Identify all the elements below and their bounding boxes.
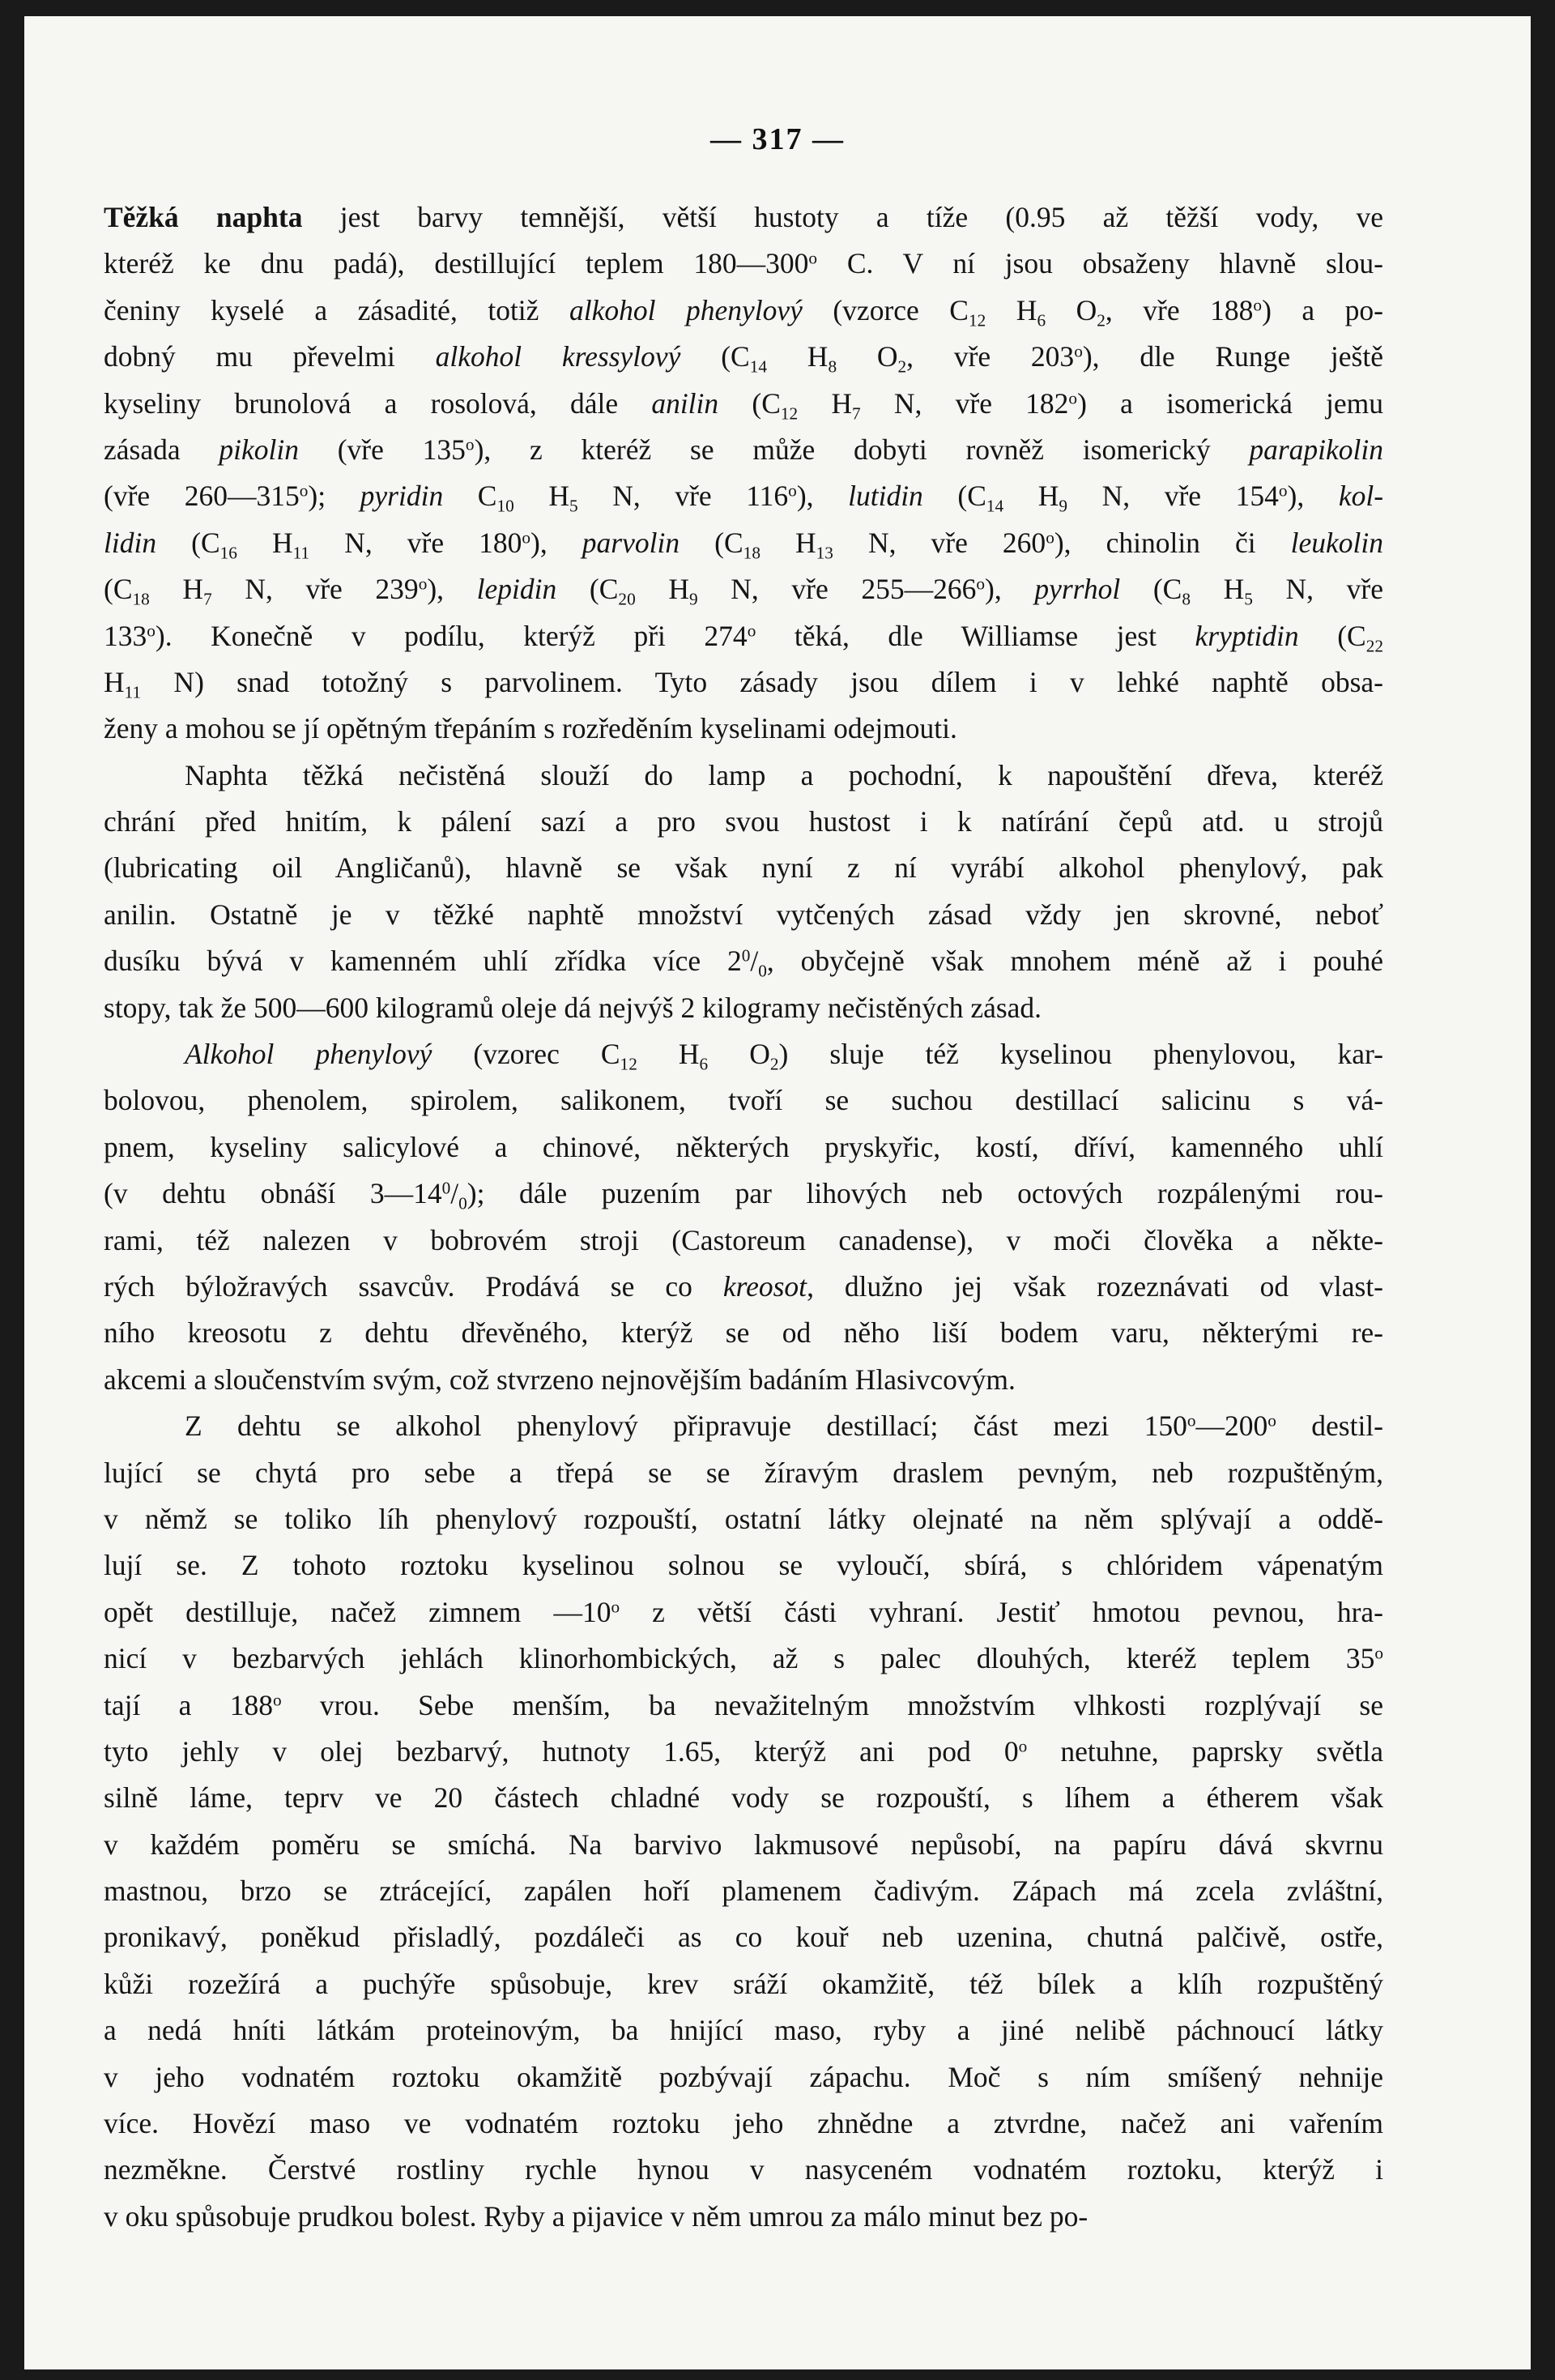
text-line: akcemi a sloučenstvím svým, což stvrzeno nejnovějším badáním Hlasivcovým.: [104, 1363, 1016, 1396]
text-line: v každém poměru se smíchá. Na barvivo lakmusové nepůsobí, na papíru dává skvrnu: [104, 1828, 1383, 1861]
text-line: v oku spůsobuje prudkou bolest. Ryby a pijavice v něm umrou za málo minut bez po-: [104, 2199, 1088, 2233]
page-number: — 317 —: [710, 122, 845, 156]
text-line: Alkohol phenylový (vzorec $C_{12}$ $H_6$ $O_2$) sluje též kyselinou phenylovou, kar-: [185, 1038, 1383, 1074]
text-line: Z dehtu se alkohol phenylový připravuje destillací; část mezi 150$^o$—200$^o$ destil-: [185, 1410, 1383, 1443]
paragraph-phenyl-alcohol: [104, 1031, 1383, 1403]
text-line: 133$^o$). Konečně v podílu, kterýž při 274$^o$ těká, dle Williamse jest kryptidin ($C_{22}$: [104, 619, 1383, 655]
text-line: v němž se toliko líh phenylový rozpouští, ostatní látky olejnaté na něm splývají a oddě-: [104, 1502, 1383, 1535]
text-line: pronikavý, poněkud přisladlý, pozdáleči as co kouř neb uzenina, chutná palčivě, ostře,: [104, 1921, 1383, 1954]
text-line: dobný mu převelmi alkohol kressylový ($C_{14}$ $H_8$ $O_2$, vře 203$^o$), dle Runge ještě: [104, 340, 1383, 377]
text-line: kyseliny brunolová a rosolová, dále anilin ($C_{12}$ $H_7$ N, vře 182$^o$) a isomerická jemu: [104, 386, 1384, 424]
text-line: rých býložravých ssavcův. Prodává se co kreosot, dlužno jej však rozeznávati od vlast-: [104, 1269, 1384, 1303]
paragraph-uses: [104, 753, 1383, 1031]
paragraph-heavy-naphtha: [104, 194, 1383, 753]
text-line: bolovou, phenolem, spirolem, salikonem, tvoří se suchou destillací salicinu s vá-: [104, 1084, 1383, 1117]
text-line: ního kreosotu z dehtu dřevěného, kterýž se od něho liší bodem varu, některými re-: [104, 1316, 1383, 1350]
book-page: [24, 16, 1531, 2369]
text-line: ($C_{18}$ $H_7$ N, vře 239$^o$), lepidin ($C_{20}$ $H_9$ N, vře 255—266$^o$), pyrrhol ($C_8$ $H_5$ N, vře: [104, 573, 1384, 609]
text-line: Naphta těžká nečistěná slouží do lamp a pochodní, k napouštění dřeva, kteréž: [185, 758, 1383, 791]
text-line: (lubricating oil Angličanů), hlavně se však nyní z ní vyrábí alkohol phenylový, pak: [104, 851, 1383, 885]
text-line: kůži rozežírá a puchýře spůsobuje, krev sráží okamžitě, též bílek a klíh rozpuštěný: [104, 1967, 1383, 2000]
text-line: lují se. Z tohoto roztoku kyselinou solnou se vyloučí, sbírá, s chlóridem vápenatým: [104, 1549, 1383, 1582]
text-line: a nedá hníti látkám proteinovým, ba hnijící maso, ryby a jiné nelibě páchnoucí látky: [104, 2014, 1383, 2047]
text-line: $H_{11}$ N) snad totožný s parvolinem. Tyto zásady jsou dílem i v lehké naphtě obsa-: [104, 665, 1383, 702]
text-line: stopy, tak že 500—600 kilogramů oleje dá nejvýš 2 kilogramy nečistěných zásad.: [104, 991, 1042, 1024]
text-line: zásada pikolin (vře 135$^o$), z kteréž se může dobyti rovněž isomerický parapikolin: [104, 433, 1384, 466]
text-line: pnem, kyseliny salicylové a chinové, některých pryskyřic, kostí, dříví, kamenného uhlí: [104, 1130, 1383, 1163]
text-line: anilin. Ostatně je v těžké naphtě množství vytčených zásad vždy jen skrovné, neboť: [104, 898, 1383, 931]
paragraph-preparation: [104, 1403, 1383, 2240]
text-line: nezměkne. Čerstvé rostliny rychle hynou v nasyceném vodnatém roztoku, kterýž i: [104, 2153, 1383, 2186]
text-line: tají a 188$^o$ vrou. Sebe menším, ba nevažitelným množstvím vlhkosti rozplývají se: [104, 1688, 1383, 1721]
text-line: kteréž ke dnu padá), destillující teplem 180—300$^o$ C. V ní jsou obsaženy hlavně slou-: [104, 247, 1383, 280]
text-line: lující se chytá pro sebe a třepá se se žíravým draslem pevným, neb rozpuštěným,: [104, 1456, 1383, 1489]
text-line: Těžká naphta jest barvy temnější, větší hustoty a tíže (0.95 až těžší vody, ve: [104, 201, 1383, 233]
text-line: chrání před hnitím, k pálení sazí a pro svou hustost i k natírání čepů atd. u strojů: [104, 805, 1383, 838]
text-line: (vře 260—315$^o$); pyridin $C_{10}$ $H_5$ N, vře 116$^o$), lutidin ($C_{14}$ $H_9$ N, vře 154$^o$), kol-: [104, 480, 1384, 516]
text-line: dusíku bývá v kamenném uhlí zřídka více $2^0/_0$, obyčejně však mnohem méně až i pouhé: [104, 945, 1383, 981]
text-line: v jeho vodnatém roztoku okamžitě pozbývají zápachu. Moč s ním smíšený nehnije: [104, 2060, 1383, 2093]
text-line: lidin ($C_{16}$ $H_{11}$ N, vře 180$^o$), parvolin ($C_{18}$ $H_{13}$ N, vře 260$^o$), chinolin či leukolin: [104, 526, 1384, 563]
text-line: (v dehtu obnáší $3—14^0/_0$); dále puzením par lihových neb octových rozpálenými rou-: [104, 1177, 1383, 1213]
text-line: silně láme, teprv ve 20 částech chladné vody se rozpouští, s líhem a étherem však: [104, 1781, 1383, 1815]
text-line: tyto jehly v olej bezbarvý, hutnoty 1.65, kterýž ani pod 0$^o$ netuhne, paprsky světla: [104, 1734, 1384, 1768]
text-line: více. Hovězí maso ve vodnatém roztoku jeho zhnědne a ztvrdne, načež ani vařením: [104, 2107, 1383, 2140]
text-line: ženy a mohou se jí opětným třepáním s rozředěním kyselinami odejmouti.: [104, 712, 957, 745]
text-line: rami, též nalezen v bobrovém stroji (Castoreum canadense), v moči člověka a někte-: [104, 1223, 1383, 1256]
body-text: [104, 194, 1383, 2240]
text-line: opět destilluje, načež zimnem —10$^o$ z větší části vyhraní. Jestiť hmotou pevnou, hra-: [104, 1595, 1383, 1628]
text-line: čeniny kyselé a zásadité, totiž alkohol phenylový (vzorce $C_{12}$ $H_6$ $O_2$, vře 188$^o$) a po-: [104, 293, 1383, 331]
text-line: nicí v bezbarvých jehlách klinorhombických, až s palec dlouhých, kteréž teplem 35$^o$: [104, 1642, 1383, 1675]
text-line: mastnou, brzo se ztrácející, zapálen hoří plamenem čadivým. Zápach má zcela zvláštní,: [104, 1875, 1383, 1908]
